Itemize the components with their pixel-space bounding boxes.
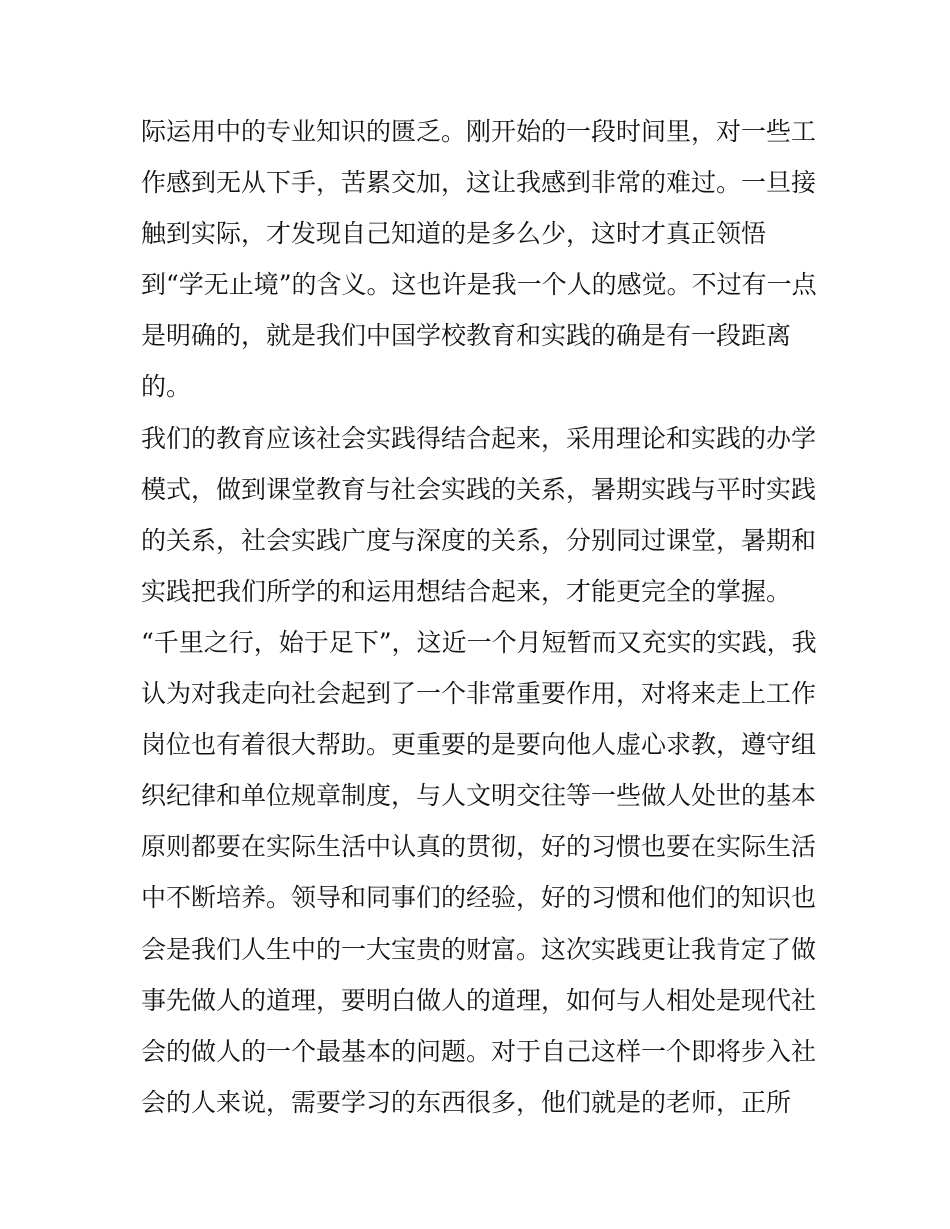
text-line: “千里之行，始于足下”，这近一个月短暂而又充实的实践，我 [141, 627, 817, 657]
text-line: 模式，做到课堂教育与社会实践的关系，暑期实践与平时实践 [141, 474, 817, 504]
text-line: 会是我们人生中的一大宝贵的财富。这次实践更让我肯定了做 [141, 934, 817, 964]
text-line: 认为对我走向社会起到了一个非常重要作用，对将来走上工作 [141, 679, 817, 709]
text-line: 触到实际，才发现自己知道的是多么少，这时才真正领悟 [141, 219, 767, 249]
text-line: 岗位也有着很大帮助。更重要的是要向他人虚心求教，遵守组 [141, 730, 817, 760]
text-line: 的。 [141, 372, 192, 402]
text-line: 际运用中的专业知识的匮乏。刚开始的一段时间里，对一些工 [141, 117, 817, 146]
text-line: 的关系，社会实践广度与深度的关系，分别同过课堂，暑期和 [141, 525, 817, 555]
text-line: 织纪律和单位规章制度，与人文明交往等一些做人处世的基本 [141, 781, 817, 811]
text-line: 实践把我们所学的和运用想结合起来，才能更完全的掌握。 [141, 576, 792, 606]
text-line: 是明确的，就是我们中国学校教育和实践的确是有一段距离 [141, 321, 792, 351]
text-line: 会的人来说，需要学习的东西很多，他们就是的老师，正所 [141, 1087, 792, 1117]
body-text [141, 106, 821, 1128]
text-line: 作感到无从下手，苦累交加，这让我感到非常的难过。一旦接 [141, 168, 817, 198]
text-line: 事先做人的道理，要明白做人的道理，如何与人相处是现代社 [141, 985, 817, 1015]
text-line: 会的做人的一个最基本的问题。对于自己这样一个即将步入社 [141, 1036, 817, 1066]
text-line: 原则都要在实际生活中认真的贯彻，好的习惯也要在实际生活 [141, 832, 817, 862]
text-line: 中不断培养。领导和同事们的经验，好的习惯和他们的知识也 [141, 883, 817, 913]
text-line: 到“学无止境”的含义。这也许是我一个人的感觉。不过有一点 [141, 270, 817, 300]
text-line: 我们的教育应该社会实践得结合起来，采用理论和实践的办学 [141, 423, 817, 453]
